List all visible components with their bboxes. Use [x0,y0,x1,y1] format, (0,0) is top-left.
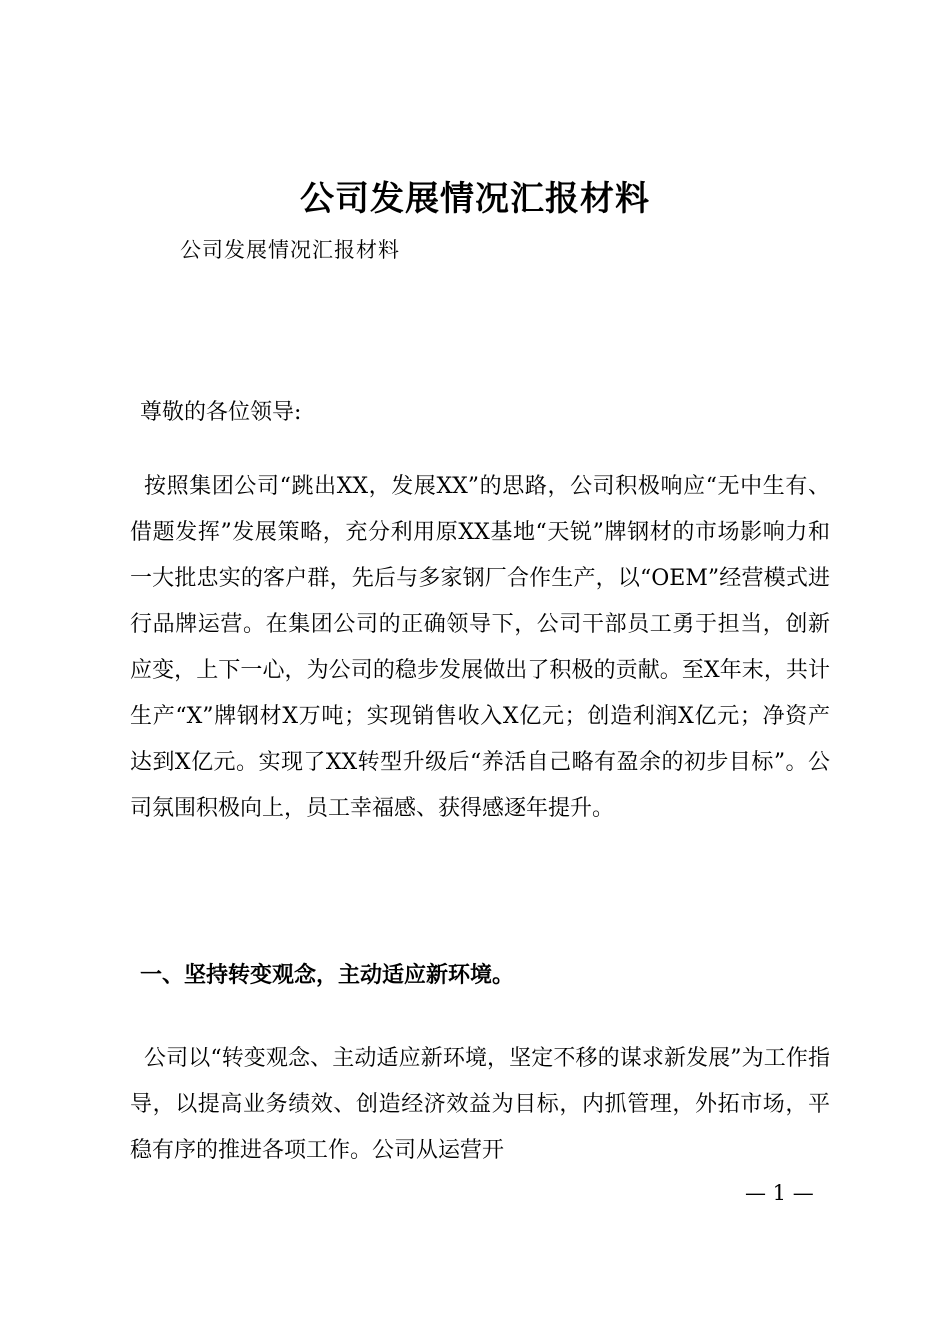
body-paragraph: 按照集团公司“跳出XX，发展XX”的思路，公司积极响应“无中生有、借题发挥”发展策略，充分利用原XX基地“天锐”牌钢材的市场影响力和一大批忠实的客户群，先后与多家钢厂合作生产，以“OEM”经营模式进行品牌运营。在集团公司的正确领导下，公司干部员工勇于担当，创新应变，上下一心，为公司的稳步发展做出了积极的贡献。至X年末，共计生产“X”牌钢材X万吨；实现销售收入X亿元；创造利润X亿元；净资产达到X亿元。实现了XX转型升级后“养活自己略有盈余的初步目标”。公司氛围积极向上，员工幸福感、获得感逐年提升。 [130,474,830,821]
body-paragraph: 公司以“转变观念、主动适应新环境，坚定不移的谋求新发展”为工作指导，以提高业务绩效、创造经济效益为目标，内抓管理，外拓市场，平稳有序的推进各项工作。公司从运营开 [130,1046,830,1163]
section-heading: 一、坚持转变观念，主动适应新环境。 [140,963,515,988]
document-subtitle: 公司发展情况汇报材料 [180,238,400,262]
page-number: — 1 — [745,1181,814,1205]
document-title: 公司发展情况汇报材料 [300,179,650,219]
salutation: 尊敬的各位领导: [140,400,302,425]
